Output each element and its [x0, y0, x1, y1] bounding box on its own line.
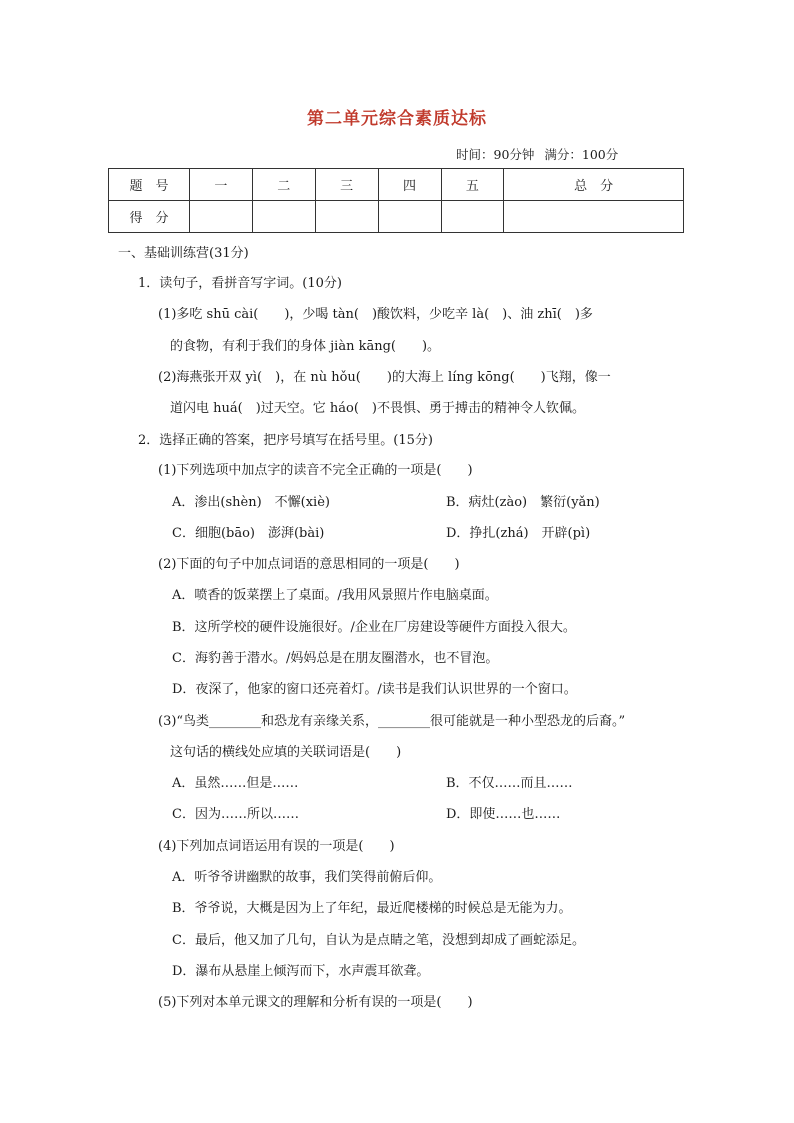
header-cell: 四 [378, 169, 441, 201]
header-cell: 二 [252, 169, 315, 201]
question-2-stem: 2．选择正确的答案，把序号填写在括号里。(15分) [138, 433, 433, 448]
full-score: 满分：100分 [544, 147, 619, 162]
q2-sub1-stem: (1)下列选项中加点字的读音不完全正确的一项是( ) [158, 463, 473, 478]
q2-sub1-option-a: A．渗出(shèn) 不懈(xiè) [172, 495, 330, 510]
score-table-header-row [109, 169, 684, 201]
score-cell[interactable] [252, 201, 315, 233]
q1-part1-line2: 的食物，有利于我们的身体 jiàn kāng( )。 [170, 339, 441, 354]
q2-sub3-option-c: C．因为……所以…… [172, 807, 299, 822]
q2-sub4-option-b: B．爷爷说，大概是因为上了年纪，最近爬楼梯的时候总是无能为力。 [172, 901, 572, 916]
score-row-label: 得 分 [109, 201, 190, 233]
header-cell: 五 [441, 169, 504, 201]
header-cell: 题 号 [109, 169, 190, 201]
q2-sub1-option-d: D．挣扎(zhá) 开辟(pì) [446, 526, 591, 541]
score-cell[interactable] [441, 201, 504, 233]
q2-sub3-option-b: B．不仅……而且…… [446, 776, 573, 791]
q2-sub3-option-a: A．虽然……但是…… [172, 776, 299, 791]
q2-sub2-option-d: D．夜深了，他家的窗口还亮着灯。/读书是我们认识世界的一个窗口。 [172, 682, 577, 697]
score-table [108, 168, 684, 233]
q1-part2-line2: 道闪电 huá( )过天空。它 háo( )不畏惧、勇于搏击的精神令人钦佩。 [170, 401, 585, 416]
q2-sub2-stem: (2)下面的句子中加点词语的意思相同的一项是( ) [158, 557, 460, 572]
q2-sub3-stem-line2: 这句话的横线处应填的关联词语是( ) [170, 745, 402, 760]
score-table-score-row [109, 201, 684, 233]
exam-meta [456, 145, 618, 163]
score-cell[interactable] [190, 201, 253, 233]
q2-sub4-option-a: A．听爷爷讲幽默的故事，我们笑得前俯后仰。 [172, 870, 442, 885]
q2-sub2-option-c: C．海豹善于潜水。/妈妈总是在朋友圈潜水，也不冒泡。 [172, 651, 499, 666]
q2-sub1-option-c: C．细胞(bāo) 澎湃(bài) [172, 526, 325, 541]
question-1-stem: 1．读句子，看拼音写字词。(10分) [138, 276, 342, 291]
q1-part1-line1: (1)多吃 shū cài( )，少喝 tàn( )酸饮料，少吃辛 là( )、油 zhī( )多 [158, 307, 593, 322]
q2-sub2-option-a: A．喷香的饭菜摆上了桌面。/我用风景照片作电脑桌面。 [172, 588, 498, 603]
q2-sub1-option-b: B．病灶(zào) 繁衍(yǎn) [446, 495, 600, 510]
score-cell[interactable] [378, 201, 441, 233]
score-cell[interactable] [504, 201, 684, 233]
q2-sub4-stem: (4)下列加点词语运用有误的一项是( ) [158, 839, 395, 854]
q2-sub3-option-d: D．即使……也…… [446, 807, 561, 822]
header-cell: 三 [315, 169, 378, 201]
q2-sub4-option-d: D．瀑布从悬崖上倾泻而下，水声震耳欲聋。 [172, 964, 430, 979]
q2-sub3-stem-line1: (3)“鸟类________和恐龙有亲缘关系，________很可能就是一种小型恐龙的后裔。” [158, 714, 626, 729]
page-title: 第二单元综合素质达标 [307, 109, 487, 129]
score-cell[interactable] [315, 201, 378, 233]
header-cell: 一 [190, 169, 253, 201]
q2-sub4-option-c: C．最后，他又加了几句，自认为是点睛之笔，没想到却成了画蛇添足。 [172, 933, 585, 948]
q2-sub5-stem: (5)下列对本单元课文的理解和分析有误的一项是( ) [158, 995, 473, 1010]
header-cell: 总 分 [504, 169, 684, 201]
section-heading: 一、基础训练营(31分) [118, 246, 249, 261]
time-limit: 时间：90分钟 [456, 147, 535, 162]
q1-part2-line1: (2)海燕张开双 yì( )，在 nù hǒu( )的大海上 líng kōng( )飞翔，像一 [158, 370, 611, 385]
q2-sub2-option-b: B．这所学校的硬件设施很好。/企业在厂房建设等硬件方面投入很大。 [172, 620, 576, 635]
